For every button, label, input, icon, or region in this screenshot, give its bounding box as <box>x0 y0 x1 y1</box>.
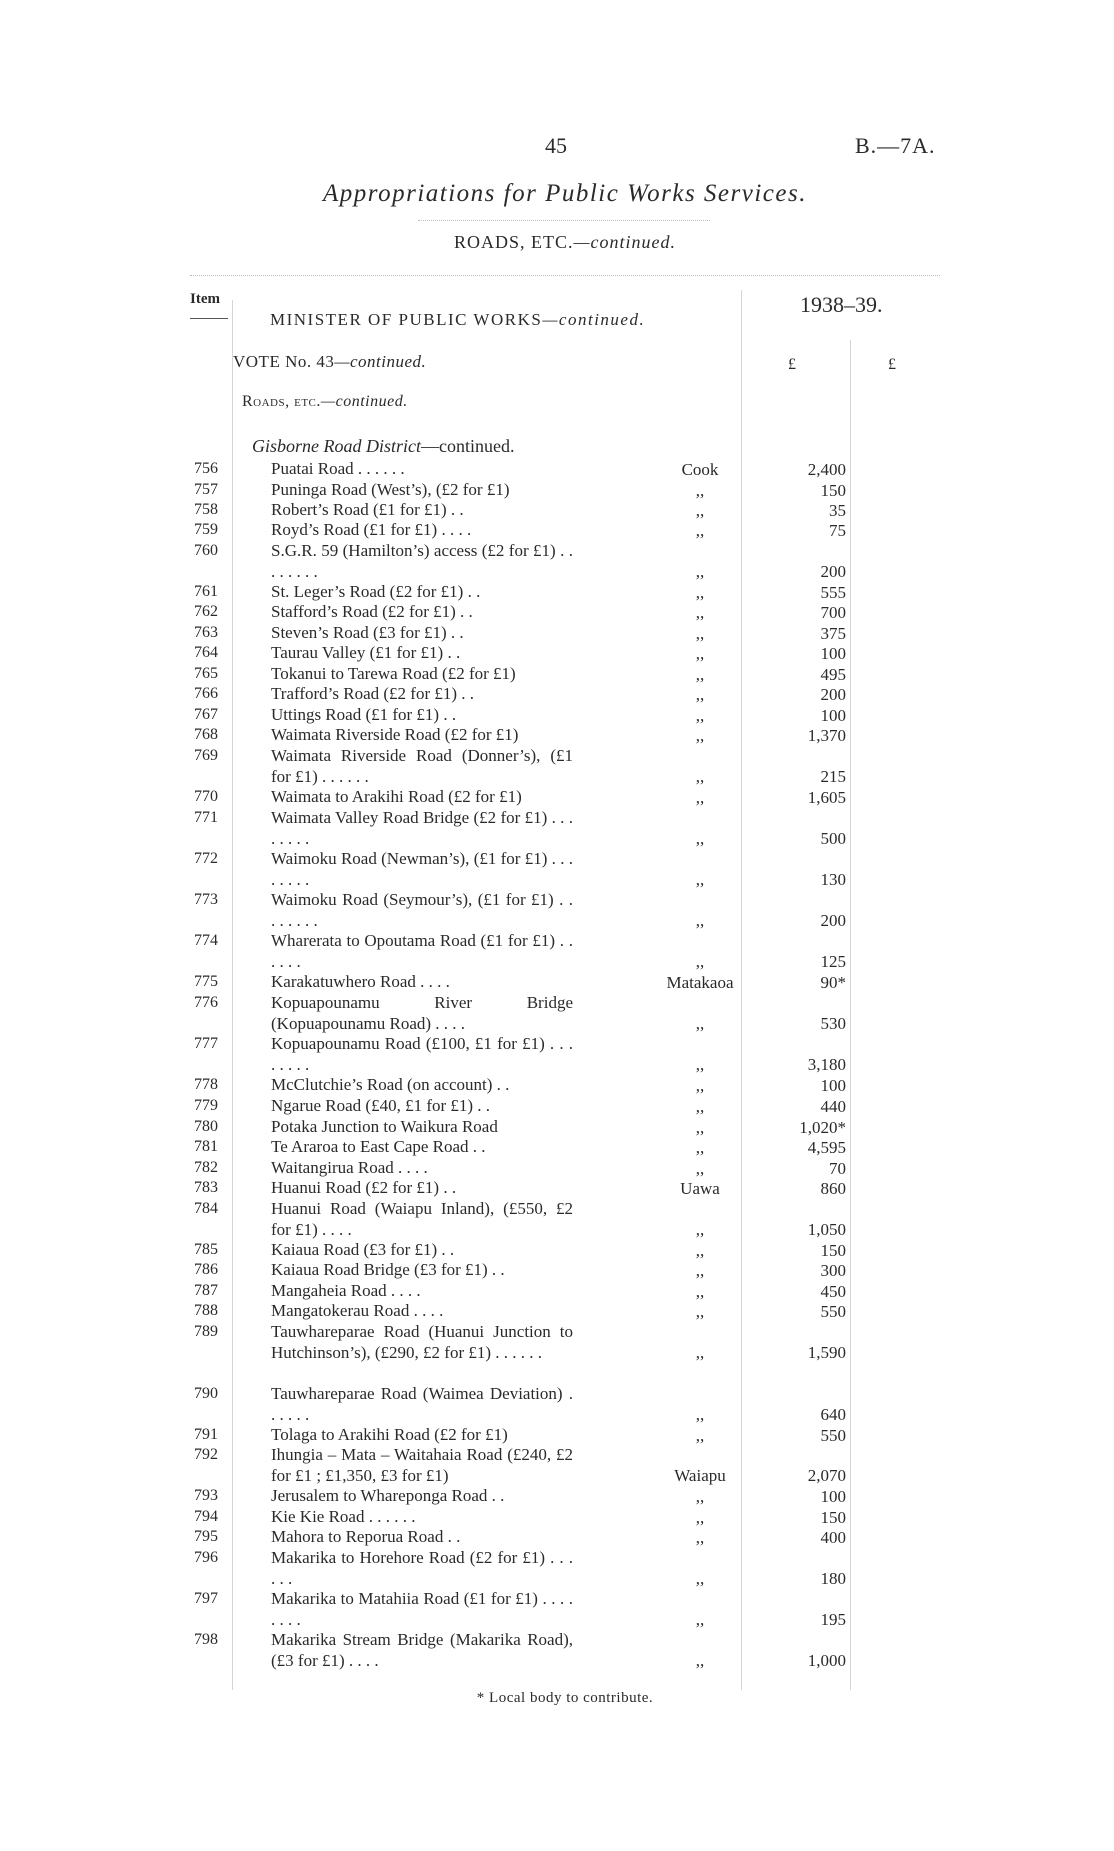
amount: 530 <box>820 1014 846 1033</box>
item-number: 777 <box>194 1035 218 1052</box>
item-number: 767 <box>194 706 218 723</box>
constituency: ,, <box>695 1405 705 1424</box>
road-description: Waimoku Road (Newman’s), (£1 for £1) . . . . . . . . <box>271 849 573 889</box>
item-number: 759 <box>194 521 218 538</box>
item-number: 782 <box>194 1159 218 1176</box>
amount: 1,020* <box>799 1118 846 1137</box>
constituency: Uawa <box>680 1179 720 1198</box>
road-description: Kaiaua Road Bridge (£3 for £1) . . <box>271 1260 505 1279</box>
constituency: ,, <box>695 1076 705 1095</box>
constituency: ,, <box>695 1261 705 1280</box>
item-number: 791 <box>194 1426 218 1443</box>
document-code: B.—7A. <box>855 133 936 158</box>
amount: 100 <box>820 706 846 725</box>
amount: 100 <box>820 1487 846 1506</box>
road-description: Puatai Road . . . . . . <box>271 459 405 478</box>
road-description: Trafford’s Road (£2 for £1) . . <box>271 684 475 703</box>
road-description: Makarika Stream Bridge (Makarika Road), (£3 for £1) . . . . <box>271 1630 573 1670</box>
road-description: McClutchie’s Road (on account) . . <box>271 1075 510 1094</box>
item-number: 795 <box>194 1528 218 1545</box>
amount: 150 <box>820 1508 846 1527</box>
item-number: 773 <box>194 891 218 908</box>
amount: 215 <box>820 767 846 786</box>
road-description: Stafford’s Road (£2 for £1) . . <box>271 602 473 621</box>
item-number: 766 <box>194 685 218 702</box>
item-number: 769 <box>194 747 218 764</box>
page-number: 45 <box>545 133 567 158</box>
constituency: ,, <box>695 501 705 520</box>
amount: 860 <box>820 1179 846 1198</box>
road-description: Tauwhareparae Road (Huanui Junction to Hutchinson’s), (£290, £2 for £1) . . . . . . <box>271 1322 573 1362</box>
road-description: Makarika to Matahiia Road (£1 for £1) . . . . . . . . <box>271 1589 573 1629</box>
road-description: Kie Kie Road . . . . . . <box>271 1507 416 1526</box>
road-description: Kopuapounamu River Bridge (Kopuapounamu Road) . . . . <box>271 993 573 1033</box>
constituency: ,, <box>695 1302 705 1321</box>
amount: 1,590 <box>807 1343 846 1362</box>
item-number: 798 <box>194 1631 218 1648</box>
amount: 1,370 <box>807 726 846 745</box>
item-number: 765 <box>194 665 218 682</box>
constituency: ,, <box>695 1118 705 1137</box>
item-column-divider <box>232 300 233 1690</box>
vote-heading: VOTE No. 43—continued. <box>233 352 427 371</box>
item-number: 774 <box>194 932 218 949</box>
road-description: Waimata Valley Road Bridge (£2 for £1) . . . . . . . . <box>271 808 573 848</box>
road-description: Makarika to Horehore Road (£2 for £1) . . . . . . <box>271 1548 573 1588</box>
constituency: ,, <box>695 829 705 848</box>
road-description: Huanui Road (Waiapu Inland), (£550, £2 for £1) . . . . <box>271 1199 573 1239</box>
road-description: Waimoku Road (Seymour’s), (£1 for £1) . . . . . . . . <box>271 890 573 930</box>
constituency: ,, <box>695 685 705 704</box>
item-number: 763 <box>194 624 218 641</box>
road-description: St. Leger’s Road (£2 for £1) . . <box>271 582 481 601</box>
road-description: S.G.R. 59 (Hamilton’s) access (£2 for £1) . . . . . . . . <box>271 541 573 581</box>
constituency: ,, <box>695 583 705 602</box>
constituency: ,, <box>695 788 705 807</box>
amount: 550 <box>820 1426 846 1445</box>
constituency: ,, <box>695 1610 705 1629</box>
amount: 450 <box>820 1282 846 1301</box>
amount: 200 <box>820 685 846 704</box>
road-description: Wharerata to Opoutama Road (£1 for £1) . . . . . . <box>271 931 573 971</box>
amount: 495 <box>820 665 846 684</box>
item-number: 797 <box>194 1590 218 1607</box>
amount: 555 <box>820 583 846 602</box>
item-header-rule <box>190 318 228 319</box>
constituency: ,, <box>695 952 705 971</box>
road-description: Mangaheia Road . . . . <box>271 1281 421 1300</box>
road-description: Potaka Junction to Waikura Road <box>271 1117 498 1136</box>
constituency: ,, <box>695 767 705 786</box>
amount: 180 <box>820 1569 846 1588</box>
constituency: ,, <box>695 1241 705 1260</box>
amount: 300 <box>820 1261 846 1280</box>
amount: 75 <box>829 521 846 540</box>
constituency: ,, <box>695 1055 705 1074</box>
item-number: 790 <box>194 1385 218 1402</box>
title-rule <box>418 220 710 221</box>
header-rule <box>190 275 940 276</box>
road-description: Jerusalem to Wharepongа Road . . <box>271 1486 505 1505</box>
amount: 4,595 <box>807 1138 846 1157</box>
item-number: 788 <box>194 1302 218 1319</box>
road-description: Ngarue Road (£40, £1 for £1) . . <box>271 1096 491 1115</box>
amount: 3,180 <box>807 1055 846 1074</box>
item-number: 772 <box>194 850 218 867</box>
item-column-header: Item <box>190 291 220 307</box>
constituency: Cook <box>681 460 719 479</box>
item-number: 760 <box>194 542 218 559</box>
item-number: 784 <box>194 1200 218 1217</box>
road-description: Waitangirua Road . . . . <box>271 1158 428 1177</box>
constituency: ,, <box>695 1220 705 1239</box>
constituency: ,, <box>695 1138 705 1157</box>
constituency: ,, <box>695 870 705 889</box>
amount-column-divider <box>850 340 851 1690</box>
pound-sign-2: £ <box>888 356 896 373</box>
road-description: Puninga Road (West’s), (£2 for £1) <box>271 480 510 499</box>
road-description: Mahora to Reporua Road . . <box>271 1527 461 1546</box>
road-description: Kaiaua Road (£3 for £1) . . <box>271 1240 455 1259</box>
road-description: Waimata Riverside Road (£2 for £1) <box>271 725 519 744</box>
amount: 550 <box>820 1302 846 1321</box>
road-description: Waimata Riverside Road (Donner’s), (£1 for £1) . . . . . . <box>271 746 573 786</box>
road-description: Te Araroa to East Cape Road . . <box>271 1137 486 1156</box>
amount: 440 <box>820 1097 846 1116</box>
constituency: ,, <box>695 1282 705 1301</box>
amount: 200 <box>820 911 846 930</box>
roads-subheading: Roads, etc.—continued. <box>242 393 408 410</box>
road-description: Steven’s Road (£3 for £1) . . <box>271 623 464 642</box>
constituency: ,, <box>695 1014 705 1033</box>
amount: 130 <box>820 870 846 889</box>
amount: 150 <box>820 1241 846 1260</box>
amount: 70 <box>829 1159 846 1178</box>
amount: 100 <box>820 1076 846 1095</box>
constituency: ,, <box>695 1651 705 1670</box>
constituency: ,, <box>695 644 705 663</box>
road-description: Royd’s Road (£1 for £1) . . . . <box>271 520 472 539</box>
item-number: 787 <box>194 1282 218 1299</box>
road-description: Karakatuwhero Road . . . . <box>271 972 450 991</box>
constituency: ,, <box>695 1159 705 1178</box>
road-description: Tauwhareparae Road (Waimea Deviation) . . . . . . <box>271 1384 573 1424</box>
constituency: ,, <box>695 1487 705 1506</box>
road-description: Taurau Valley (£1 for £1) . . <box>271 643 461 662</box>
amount: 2,070 <box>807 1466 846 1485</box>
road-description: Ihungia – Mata – Waitahaia Road (£240, £2 for £1 ; £1,350, £3 for £1) <box>271 1445 573 1485</box>
amount: 1,605 <box>807 788 846 807</box>
constituency: ,, <box>695 665 705 684</box>
amount: 150 <box>820 481 846 500</box>
item-number: 757 <box>194 481 218 498</box>
year-column-header: 1938–39. <box>800 292 883 317</box>
amount: 195 <box>820 1610 846 1629</box>
pound-sign-1: £ <box>788 356 796 373</box>
amount: 125 <box>820 952 846 971</box>
road-description: Kopuapounamu Road (£100, £1 for £1) . . . . . . . . <box>271 1034 573 1074</box>
constituency: ,, <box>695 911 705 930</box>
item-number: 792 <box>194 1446 218 1463</box>
road-description: Tokanui to Tarewa Road (£2 for £1) <box>271 664 516 683</box>
constituency: ,, <box>695 1426 705 1445</box>
item-number: 764 <box>194 644 218 661</box>
item-number: 780 <box>194 1118 218 1135</box>
item-number: 781 <box>194 1138 218 1155</box>
item-number: 794 <box>194 1508 218 1525</box>
item-number: 771 <box>194 809 218 826</box>
amount: 2,400 <box>807 460 846 479</box>
constituency: ,, <box>695 726 705 745</box>
constituency: ,, <box>695 481 705 500</box>
amount: 1,050 <box>807 1220 846 1239</box>
constituency: ,, <box>695 521 705 540</box>
item-number: 776 <box>194 994 218 1011</box>
constituency: ,, <box>695 603 705 622</box>
constituency: ,, <box>695 624 705 643</box>
constituency: ,, <box>695 1508 705 1527</box>
item-number: 783 <box>194 1179 218 1196</box>
item-number: 789 <box>194 1323 218 1340</box>
constituency: Matakaoa <box>666 973 734 992</box>
constituency: Waiapu <box>674 1466 726 1485</box>
item-number: 770 <box>194 788 218 805</box>
amount: 500 <box>820 829 846 848</box>
item-number: 778 <box>194 1076 218 1093</box>
minister-heading: MINISTER OF PUBLIC WORKS—continued. <box>270 310 646 329</box>
road-description: Mangatokerau Road . . . . <box>271 1301 444 1320</box>
constituency: ,, <box>695 1569 705 1588</box>
amount: 100 <box>820 644 846 663</box>
item-number: 793 <box>194 1487 218 1504</box>
constituency: ,, <box>695 706 705 725</box>
amount: 640 <box>820 1405 846 1424</box>
road-description: Tolaga to Arakihi Road (£2 for £1) <box>271 1425 508 1444</box>
road-description: Robert’s Road (£1 for £1) . . <box>271 500 464 519</box>
district-heading: Gisborne Road District—continued. <box>252 436 515 456</box>
item-number: 785 <box>194 1241 218 1258</box>
amount: 700 <box>820 603 846 622</box>
amount: 90* <box>820 973 846 992</box>
constituency: ,, <box>695 1343 705 1362</box>
page-title: Appropriations for Public Works Services. <box>323 180 807 207</box>
amount: 375 <box>820 624 846 643</box>
item-number: 756 <box>194 460 218 477</box>
amount: 35 <box>829 501 846 520</box>
amount: 400 <box>820 1528 846 1547</box>
road-description: Waimata to Arakihi Road (£2 for £1) <box>271 787 522 806</box>
footnote: * Local body to contribute. <box>476 1690 654 1706</box>
item-number: 775 <box>194 973 218 990</box>
item-number: 762 <box>194 603 218 620</box>
road-description: Huanui Road (£2 for £1) . . <box>271 1178 457 1197</box>
item-number: 761 <box>194 583 218 600</box>
amount: 200 <box>820 562 846 581</box>
item-number: 779 <box>194 1097 218 1114</box>
constituency: ,, <box>695 1528 705 1547</box>
item-number: 796 <box>194 1549 218 1566</box>
amount: 1,000 <box>807 1651 846 1670</box>
item-number: 768 <box>194 726 218 743</box>
road-description: Uttings Road (£1 for £1) . . <box>271 705 457 724</box>
constituency: ,, <box>695 562 705 581</box>
section-heading: ROADS, ETC.—continued. <box>453 232 676 252</box>
item-number: 758 <box>194 501 218 518</box>
item-number: 786 <box>194 1261 218 1278</box>
constituency: ,, <box>695 1097 705 1116</box>
